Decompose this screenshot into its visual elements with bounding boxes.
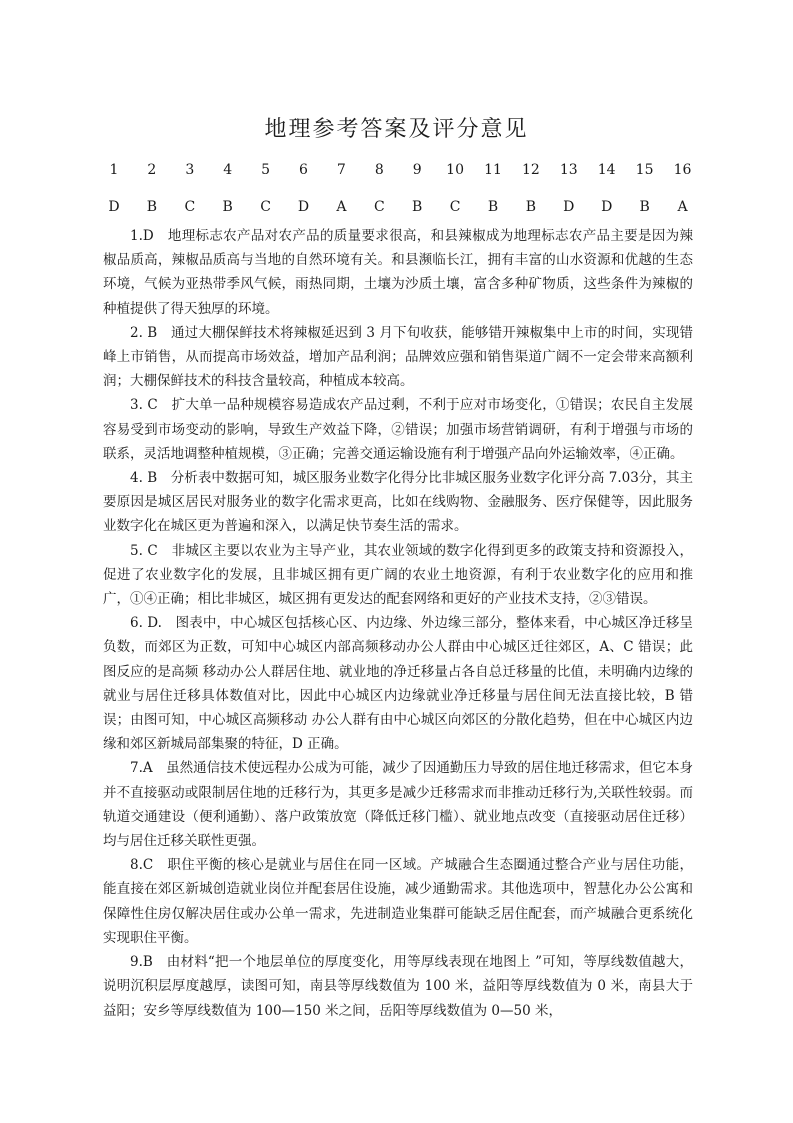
explanation-paragraph: 8.C 职住平衡的核心是就业与居住在同一区域。产城融合生态圈通过整合产业与居住功能，能直接在郊区新城创造就业岗位并配套居住设施，减少通勤需求。其他选项中，智慧化办公公寓和保障性住房仅解决居住或办公单一需求，先进制造业集群可能缺乏居住配套，而产城融合更系统化实现职住平衡。	[103, 857, 693, 946]
question-number: 8	[374, 162, 384, 178]
page-title: 地理参考答案及评分意见	[264, 117, 529, 142]
question-number: 6	[299, 162, 308, 178]
explanation-paragraph: 9.B 由材料“把一个地层单位的厚度变化，用等厚线表现在地图上 ”可知，等厚线数值越大，说明沉积层厚度越厚，读图可知，南县等厚线数值为 100 米，益阳等厚线数值为 0 米，南县大于益阳；安乡等厚线数值为 100—150 米之间，岳阳等厚线数值为 0—50 米，	[103, 954, 693, 1019]
answer-letter: B	[146, 199, 158, 215]
answer-letter: D	[563, 199, 575, 215]
answer-letter: C	[449, 199, 461, 215]
question-number: 4	[223, 162, 233, 178]
explanation-paragraph: 6. D. 图表中，中心城区包括核心区、内边缘、外边缘三部分，整体来看，中心城区净迁移呈负数，而郊区为正数，可知中心城区内部高频移动办公人群由中心城区迁往郊区，A、C 错误；此图反应的是高频 移动办公人群居住地、就业地的净迁移量占各自总迁移量的比值，未明确内边缘的就业与居住迁移具体数值对比，因此中心城区内边缘就业净迁移量与居住间无法直接比较，B 错误；由图可知，中心城区高频移动 办公人群有由中心城区向郊区的分散化趋势，但在中心城区内边缘和郊区新城局部集聚的特征，D 正确。	[103, 615, 693, 753]
question-number: 1	[109, 162, 119, 178]
explanation-paragraph: 3. C 扩大单一品种规模容易造成农产品过剩，不利于应对市场变化，①错误；农民自主发展容易受到市场变动的影响，导致生产效益下降，②错误；加强市场营销调研，有利于增强与市场的联系，灵活地调整种植规模，③正确；完善交通运输设施有利于增强产品向外运输效率，④正确。	[103, 397, 693, 462]
explanation-paragraph: 4. B 分析表中数据可知，城区服务业数字化得分比非城区服务业数字化评分高 7.03分，其主要原因是城区居民对服务业的数字化需求更高，比如在线购物、金融服务、医疗保健等，因此服务业数字化在城区更为普遍和深入，以满足快节奏生活的需求。	[103, 470, 693, 535]
answer-letter: A	[336, 199, 347, 215]
answer-letter: B	[412, 199, 423, 215]
answer-letter: D	[601, 199, 613, 215]
answer-letter: A	[677, 199, 688, 215]
answer-letter: D	[297, 199, 310, 215]
explanation-list	[103, 224, 693, 1023]
question-number: 2	[147, 162, 157, 178]
question-number: 12	[521, 162, 540, 178]
question-number: 5	[261, 162, 271, 178]
question-number: 10	[446, 162, 464, 178]
question-number: 16	[673, 162, 692, 178]
answer-letter: C	[260, 199, 271, 215]
answer-letter-row	[94, 199, 704, 221]
answer-letter: B	[487, 199, 499, 215]
question-number-row	[94, 162, 704, 184]
explanation-paragraph: 2. B 通过大棚保鲜技术将辣椒延迟到 3 月下旬收获，能够错开辣椒集中上市的时间，实现错峰上市销售，从而提高市场效益，增加产品利润；品牌效应强和销售渠道广阔不一定会带来高额利润；大棚保鲜技术的科技含量较高，种植成本较高。	[103, 324, 693, 390]
answer-letter: C	[373, 199, 385, 215]
question-number: 15	[635, 162, 654, 178]
question-number: 14	[597, 162, 616, 178]
question-number: 3	[185, 162, 195, 178]
question-number: 11	[484, 162, 502, 178]
answer-letter: B	[639, 199, 650, 215]
answer-letter: B	[222, 199, 233, 215]
answer-letter: C	[184, 199, 196, 215]
answer-letter: D	[108, 199, 120, 215]
explanation-paragraph: 7.A 虽然通信技术使远程办公成为可能，减少了因通勤压力导致的居住地迁移需求，但它本身并不直接驱动或限制居住地的迁移行为，其更多是减少迁移需求而非推动迁移行为,关联性较弱。而轨道交通建设（便利通勤）、落户政策放宽（降低迁移门槛）、就业地点改变（直接驱动居住迁移）均与居住迁移关联性更强。	[103, 760, 693, 850]
answer-letter: B	[525, 199, 537, 215]
question-number: 7	[336, 162, 346, 178]
explanation-paragraph: 5. C 非城区主要以农业为主导产业，其农业领域的数字化得到更多的政策支持和资源投入，促进了农业数字化的发展，且非城区拥有更广阔的农业土地资源，有利于农业数字化的应用和推广，①④正确；相比非城区，城区拥有更发达的配套网络和更好的产业技术支持，②③错误。	[103, 542, 693, 608]
question-number: 9	[412, 162, 422, 178]
explanation-paragraph: 1.D 地理标志农产品对农产品的质量要求很高，和县辣椒成为地理标志农产品主要是因为辣椒品质高，辣椒品质高与当地的自然环境有关。和县濒临长江，拥有丰富的山水资源和优越的生态环境，气候为亚热带季风气候，雨热同期，土壤为沙质土壤，富含多种矿物质，这些条件为辣椒的种植提供了得天独厚的环境。	[103, 228, 693, 317]
question-number: 13	[559, 162, 578, 178]
